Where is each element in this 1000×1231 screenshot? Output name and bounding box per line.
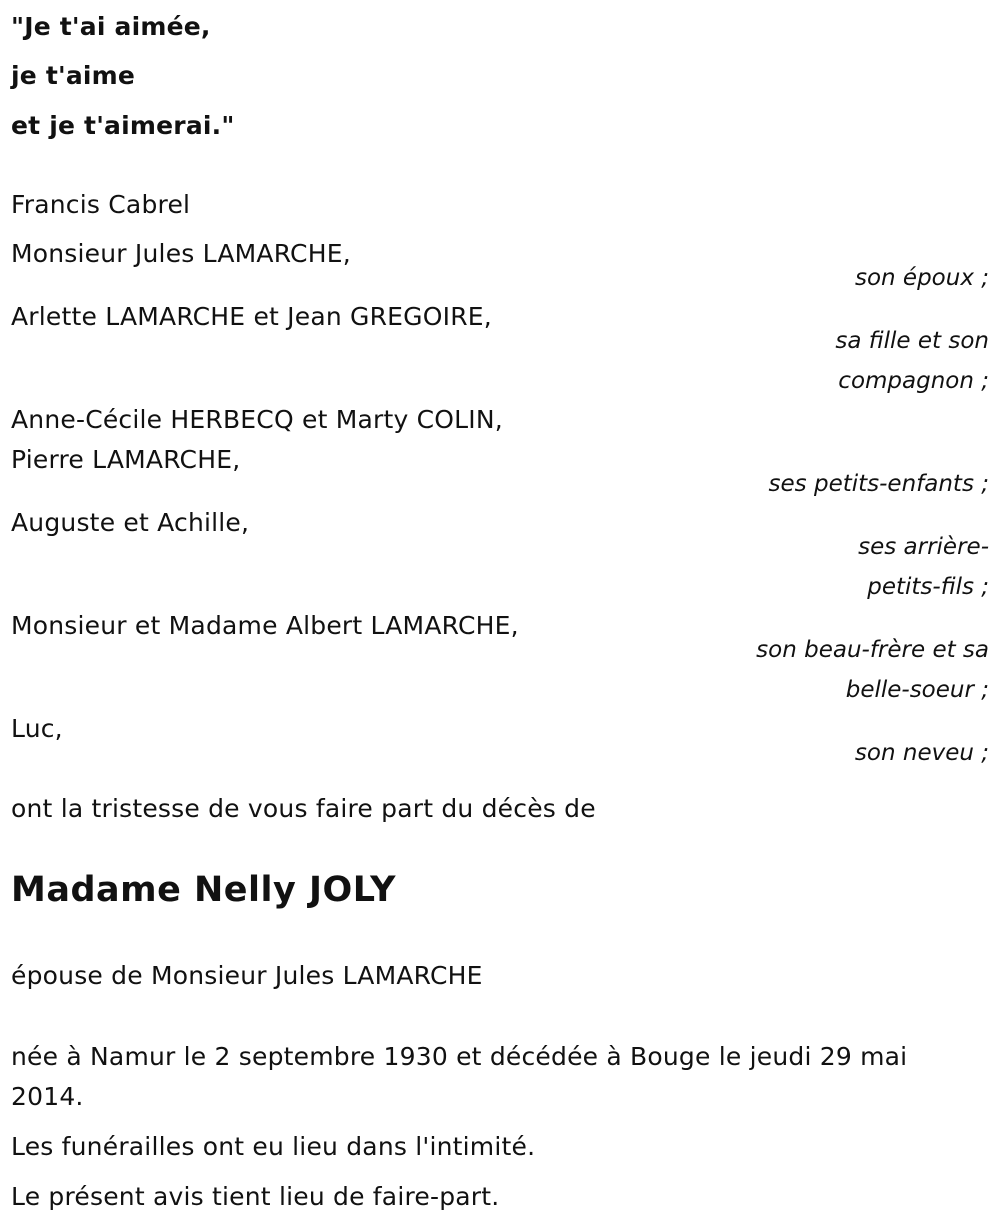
family-role-daughter-line-1: sa fille et son — [835, 328, 989, 354]
family-name-grandchildren-line-1: Anne-Cécile HERBECQ et Marty COLIN, — [11, 405, 503, 434]
quote-author: Francis Cabrel — [11, 190, 191, 219]
funeral-note: Les funérailles ont eu lieu dans l'intimité. — [11, 1132, 536, 1161]
announcement-text: ont la tristesse de vous faire part du décès de — [11, 794, 596, 823]
family-role-great-grandchildren-line-1: ses arrière- — [858, 534, 989, 560]
family-role-nephew: son neveu ; — [854, 740, 989, 766]
family-role-daughter-line-2: compagnon ; — [838, 368, 989, 394]
birth-death-line-1: née à Namur le 2 septembre 1930 et décédée à Bouge le jeudi 29 mai — [11, 1042, 908, 1071]
family-name-daughter: Arlette LAMARCHE et Jean GREGOIRE, — [11, 302, 492, 331]
family-role-great-grandchildren-line-2: petits-fils ; — [867, 574, 989, 600]
family-name-great-grandchildren: Auguste et Achille, — [11, 508, 250, 537]
birth-death-line-2: 2014. — [11, 1082, 84, 1111]
family-role-in-laws-line-2: belle-soeur ; — [845, 677, 989, 703]
family-role-grandchildren: ses petits-enfants ; — [768, 471, 989, 497]
quote-line-1: "Je t'ai aimée, — [11, 12, 211, 41]
quote-line-2: je t'aime — [11, 61, 136, 90]
family-role-in-laws-line-1: son beau-frère et sa — [756, 637, 989, 663]
deceased-name: Madame Nelly JOLY — [11, 870, 397, 910]
family-name-grandchildren-line-2: Pierre LAMARCHE, — [11, 445, 241, 474]
spouse-line: épouse de Monsieur Jules LAMARCHE — [11, 961, 483, 990]
quote-line-3: et je t'aimerai." — [11, 111, 235, 140]
family-name-in-laws: Monsieur et Madame Albert LAMARCHE, — [11, 611, 519, 640]
family-name-spouse: Monsieur Jules LAMARCHE, — [11, 239, 351, 268]
obituary-notice — [11, 0, 989, 1231]
family-name-nephew: Luc, — [11, 714, 63, 743]
family-role-spouse: son époux ; — [854, 265, 989, 291]
notice-note: Le présent avis tient lieu de faire-part. — [11, 1182, 500, 1211]
